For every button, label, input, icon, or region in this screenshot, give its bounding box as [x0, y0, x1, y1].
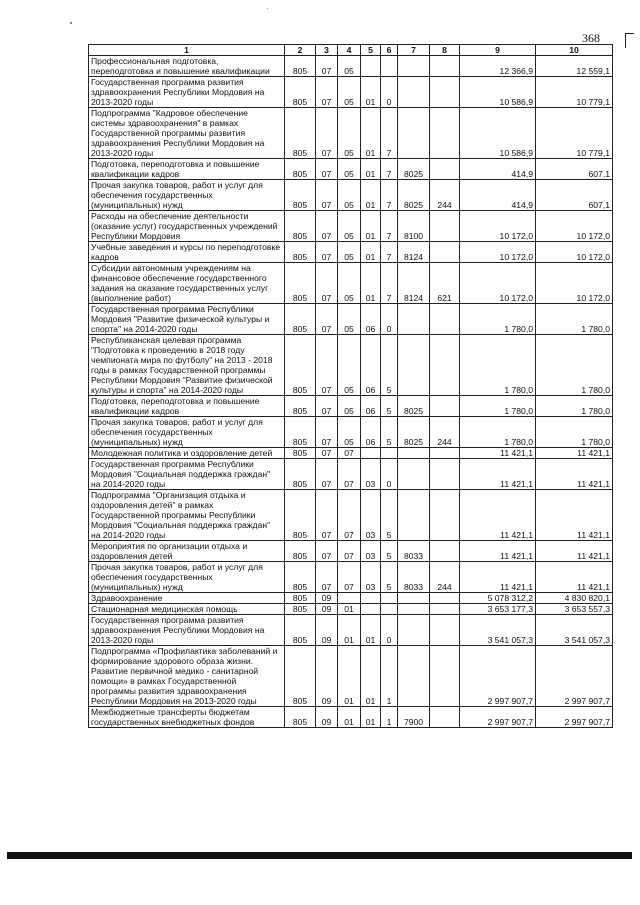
direction-code: 8025	[398, 417, 430, 448]
section-code: 07	[316, 490, 338, 541]
subprogram-code: 7	[381, 211, 398, 242]
section-code: 09	[316, 593, 338, 604]
budget-code: 805	[285, 562, 316, 593]
subprogram-code: 7	[381, 263, 398, 304]
subsection-code: 05	[338, 56, 361, 77]
section-code: 07	[316, 335, 338, 396]
amount-year-2: 11 421,1	[536, 448, 613, 459]
direction-code	[398, 108, 430, 159]
row-name: Межбюджетные трансферты бюджетам государственных внебюджетных фондов	[89, 707, 285, 728]
amount-year-1: 11 421,1	[460, 562, 536, 593]
table-row	[89, 77, 613, 108]
expense-type-code	[430, 242, 460, 263]
row-name: Государственная программа развития здравоохранения Республики Мордовия на 2013-2020 годы	[89, 615, 285, 646]
section-code: 09	[316, 707, 338, 728]
corner-mark	[625, 33, 634, 48]
amount-year-2: 10 779,1	[536, 77, 613, 108]
program-code: 01	[361, 615, 381, 646]
column-header: 7	[398, 45, 430, 56]
amount-year-2: 12 559,1	[536, 56, 613, 77]
subsection-code: 05	[338, 263, 361, 304]
budget-code: 805	[285, 646, 316, 707]
budget-code: 805	[285, 396, 316, 417]
subprogram-code	[381, 593, 398, 604]
row-name: Здравоохранение	[89, 593, 285, 604]
expense-type-code	[430, 448, 460, 459]
section-code: 09	[316, 646, 338, 707]
subprogram-code: 0	[381, 304, 398, 335]
row-name: Субсидии автономным учреждениям на финансовое обеспечение государственного задания на оказание государственных услуг (выполнение работ)	[89, 263, 285, 304]
subsection-code: 07	[338, 562, 361, 593]
section-code: 07	[316, 56, 338, 77]
subprogram-code: 5	[381, 335, 398, 396]
scan-speck	[70, 22, 72, 24]
column-header: 10	[536, 45, 613, 56]
subsection-code: 01	[338, 707, 361, 728]
expense-type-code	[430, 707, 460, 728]
subprogram-code: 7	[381, 180, 398, 211]
amount-year-2: 4 830 820,1	[536, 593, 613, 604]
section-code: 09	[316, 615, 338, 646]
amount-year-1: 11 421,1	[460, 541, 536, 562]
subsection-code: 05	[338, 396, 361, 417]
subprogram-code: 5	[381, 541, 398, 562]
amount-year-1: 10 586,9	[460, 77, 536, 108]
section-code: 07	[316, 304, 338, 335]
expense-type-code	[430, 459, 460, 490]
amount-year-1: 2 997 907,7	[460, 707, 536, 728]
expense-type-code: 244	[430, 180, 460, 211]
section-code: 07	[316, 108, 338, 159]
amount-year-1: 1 780,0	[460, 417, 536, 448]
row-name: Профессиональная подготовка, переподготовка и повышение квалификации	[89, 56, 285, 77]
expense-type-code	[430, 159, 460, 180]
column-header: 1	[89, 45, 285, 56]
program-code: 01	[361, 646, 381, 707]
table-row	[89, 459, 613, 490]
section-code: 07	[316, 396, 338, 417]
row-name: Подпрограмма «Профилактика заболеваний и формирование здорового образа жизни. Развитие первичной медико - санитарной помощи» в рамках Государственной программы развития здравоохранения Республики Мордовия на 2013-2020 годы	[89, 646, 285, 707]
amount-year-2: 1 780,0	[536, 335, 613, 396]
budget-code: 805	[285, 108, 316, 159]
direction-code: 8025	[398, 180, 430, 211]
table-row	[89, 417, 613, 448]
expense-type-code	[430, 541, 460, 562]
section-code: 07	[316, 448, 338, 459]
amount-year-2: 3 653 557,3	[536, 604, 613, 615]
program-code: 01	[361, 263, 381, 304]
subsection-code	[338, 593, 361, 604]
expense-type-code	[430, 593, 460, 604]
subsection-code: 05	[338, 211, 361, 242]
direction-code	[398, 646, 430, 707]
program-code: 01	[361, 108, 381, 159]
subprogram-code: 0	[381, 459, 398, 490]
subsection-code: 01	[338, 615, 361, 646]
table-row	[89, 615, 613, 646]
direction-code	[398, 56, 430, 77]
amount-year-1: 11 421,1	[460, 459, 536, 490]
subprogram-code: 5	[381, 562, 398, 593]
program-code: 01	[361, 159, 381, 180]
program-code: 06	[361, 396, 381, 417]
section-code: 07	[316, 180, 338, 211]
program-code: 01	[361, 242, 381, 263]
amount-year-2: 607,1	[536, 180, 613, 211]
direction-code	[398, 335, 430, 396]
amount-year-2: 11 421,1	[536, 490, 613, 541]
row-name: Подпрограмма "Организация отдыха и оздоровления детей" в рамках Государственной программы Республики Мордовия "Социальная поддержка граждан" на 2014-2020 годы	[89, 490, 285, 541]
row-name: Подготовка, переподготовка и повышение квалификации кадров	[89, 396, 285, 417]
table-row	[89, 242, 613, 263]
amount-year-2: 10 172,0	[536, 211, 613, 242]
direction-code: 8033	[398, 541, 430, 562]
subsection-code: 05	[338, 304, 361, 335]
subsection-code: 05	[338, 180, 361, 211]
amount-year-2: 3 541 057,3	[536, 615, 613, 646]
amount-year-2: 2 997 907,7	[536, 646, 613, 707]
subprogram-code: 7	[381, 108, 398, 159]
budget-code: 805	[285, 77, 316, 108]
expense-type-code	[430, 490, 460, 541]
row-name: Государственная программа Республики Мордовия "Социальная поддержка граждан" на 2014-2020 годы	[89, 459, 285, 490]
direction-code	[398, 448, 430, 459]
amount-year-1: 11 421,1	[460, 490, 536, 541]
amount-year-1: 10 172,0	[460, 242, 536, 263]
program-code: 01	[361, 707, 381, 728]
row-name: Стационарная медицинская помощь	[89, 604, 285, 615]
direction-code	[398, 615, 430, 646]
subprogram-code	[381, 448, 398, 459]
direction-code: 8033	[398, 562, 430, 593]
table-row	[89, 263, 613, 304]
expense-type-code	[430, 646, 460, 707]
subsection-code: 05	[338, 108, 361, 159]
table-row	[89, 707, 613, 728]
section-code: 07	[316, 77, 338, 108]
row-name: Учебные заведения и курсы по переподготовке кадров	[89, 242, 285, 263]
column-header: 9	[460, 45, 536, 56]
subprogram-code: 1	[381, 707, 398, 728]
budget-code: 805	[285, 263, 316, 304]
row-name: Расходы на обеспечение деятельности (оказание услуг) государственных учреждений Республики Мордовия	[89, 211, 285, 242]
subsection-code: 01	[338, 646, 361, 707]
program-code: 03	[361, 562, 381, 593]
row-name: Республиканская целевая программа "Подготовка к проведению в 2018 году чемпионата мира по футболу" на 2013 - 2018 годы в рамках Государственной программы Республики Мордовия "Развитие физической культуры и спорта" на 2014-2020 годы	[89, 335, 285, 396]
budget-code: 805	[285, 417, 316, 448]
amount-year-2: 11 421,1	[536, 459, 613, 490]
subsection-code: 05	[338, 242, 361, 263]
expense-type-code	[430, 56, 460, 77]
table-row	[89, 159, 613, 180]
subsection-code: 01	[338, 604, 361, 615]
scan-speck	[267, 8, 268, 9]
budget-code: 805	[285, 180, 316, 211]
subprogram-code: 5	[381, 396, 398, 417]
subprogram-code: 5	[381, 417, 398, 448]
table-row	[89, 211, 613, 242]
subprogram-code	[381, 56, 398, 77]
subprogram-code: 0	[381, 77, 398, 108]
program-code: 03	[361, 490, 381, 541]
budget-code: 805	[285, 335, 316, 396]
table-row	[89, 304, 613, 335]
expense-type-code	[430, 615, 460, 646]
amount-year-2: 10 779,1	[536, 108, 613, 159]
bottom-rule	[7, 852, 632, 859]
amount-year-2: 607,1	[536, 159, 613, 180]
table-row	[89, 562, 613, 593]
table-header-row	[89, 45, 613, 56]
subsection-code: 05	[338, 335, 361, 396]
column-header: 3	[316, 45, 338, 56]
expense-type-code	[430, 396, 460, 417]
section-code: 07	[316, 242, 338, 263]
budget-code: 805	[285, 242, 316, 263]
column-header: 6	[381, 45, 398, 56]
subprogram-code	[381, 604, 398, 615]
program-code: 01	[361, 211, 381, 242]
row-name: Государственная программа развития здравоохранения Республики Мордовия на 2013-2020 годы	[89, 77, 285, 108]
direction-code: 8124	[398, 242, 430, 263]
program-code: 01	[361, 180, 381, 211]
program-code	[361, 56, 381, 77]
table-row	[89, 56, 613, 77]
column-header: 2	[285, 45, 316, 56]
expense-type-code: 244	[430, 562, 460, 593]
subsection-code: 07	[338, 459, 361, 490]
amount-year-1: 3 541 057,3	[460, 615, 536, 646]
section-code: 07	[316, 459, 338, 490]
amount-year-1: 10 172,0	[460, 263, 536, 304]
expense-type-code	[430, 335, 460, 396]
amount-year-1: 1 780,0	[460, 396, 536, 417]
row-name: Подпрограмма "Кадровое обеспечение системы здравоохранения" в рамках Государственной программы развития здравоохранения Республики Мордовия на 2013-2020 годы	[89, 108, 285, 159]
program-code: 06	[361, 335, 381, 396]
budget-code: 805	[285, 615, 316, 646]
budget-code: 805	[285, 448, 316, 459]
direction-code	[398, 77, 430, 108]
budget-code: 805	[285, 459, 316, 490]
amount-year-1: 1 780,0	[460, 335, 536, 396]
row-name: Подготовка, переподготовка и повышение квалификации кадров	[89, 159, 285, 180]
row-name: Прочая закупка товаров, работ и услуг для обеспечения государственных (муниципальных) нужд	[89, 417, 285, 448]
amount-year-1: 10 586,9	[460, 108, 536, 159]
table-row	[89, 593, 613, 604]
budget-code: 805	[285, 593, 316, 604]
amount-year-2: 10 172,0	[536, 263, 613, 304]
amount-year-2: 10 172,0	[536, 242, 613, 263]
expense-type-code	[430, 77, 460, 108]
budget-code: 805	[285, 159, 316, 180]
section-code: 07	[316, 562, 338, 593]
budget-code: 805	[285, 211, 316, 242]
subsection-code: 07	[338, 448, 361, 459]
direction-code: 8100	[398, 211, 430, 242]
subprogram-code: 7	[381, 159, 398, 180]
program-code: 06	[361, 417, 381, 448]
table-row	[89, 646, 613, 707]
amount-year-1: 12 366,9	[460, 56, 536, 77]
subprogram-code: 1	[381, 646, 398, 707]
amount-year-2: 1 780,0	[536, 396, 613, 417]
program-code: 06	[361, 304, 381, 335]
column-header: 5	[361, 45, 381, 56]
program-code: 01	[361, 77, 381, 108]
table-row	[89, 490, 613, 541]
table-row	[89, 396, 613, 417]
amount-year-2: 11 421,1	[536, 562, 613, 593]
program-code: 03	[361, 459, 381, 490]
budget-code: 805	[285, 707, 316, 728]
table-row	[89, 541, 613, 562]
row-name: Прочая закупка товаров, работ и услуг для обеспечения государственных (муниципальных) нужд	[89, 180, 285, 211]
program-code	[361, 448, 381, 459]
amount-year-1: 2 997 907,7	[460, 646, 536, 707]
section-code: 07	[316, 159, 338, 180]
column-header: 8	[430, 45, 460, 56]
section-code: 07	[316, 211, 338, 242]
row-name: Прочая закупка товаров, работ и услуг для обеспечения государственных (муниципальных) нужд	[89, 562, 285, 593]
direction-code	[398, 459, 430, 490]
budget-code: 805	[285, 56, 316, 77]
table-row	[89, 335, 613, 396]
amount-year-1: 1 780,0	[460, 304, 536, 335]
table-row	[89, 108, 613, 159]
direction-code: 8025	[398, 396, 430, 417]
expense-type-code	[430, 304, 460, 335]
table-body	[89, 56, 613, 728]
section-code: 07	[316, 541, 338, 562]
direction-code: 8025	[398, 159, 430, 180]
page-number: 368	[582, 31, 600, 45]
program-code: 03	[361, 541, 381, 562]
budget-code: 805	[285, 490, 316, 541]
table-row	[89, 448, 613, 459]
row-name: Государственная программа Республики Мордовия "Развитие физической культуры и спорта" на 2014-2020 годы	[89, 304, 285, 335]
subprogram-code: 5	[381, 490, 398, 541]
section-code: 09	[316, 604, 338, 615]
subprogram-code: 0	[381, 615, 398, 646]
expense-type-code	[430, 211, 460, 242]
amount-year-1: 10 172,0	[460, 211, 536, 242]
column-header: 4	[338, 45, 361, 56]
expense-type-code	[430, 108, 460, 159]
amount-year-1: 414,9	[460, 180, 536, 211]
direction-code: 8124	[398, 263, 430, 304]
section-code: 07	[316, 417, 338, 448]
subsection-code: 05	[338, 77, 361, 108]
table-row	[89, 604, 613, 615]
subprogram-code: 7	[381, 242, 398, 263]
section-code: 07	[316, 263, 338, 304]
subsection-code: 05	[338, 159, 361, 180]
amount-year-2: 2 997 907,7	[536, 707, 613, 728]
amount-year-2: 1 780,0	[536, 417, 613, 448]
subsection-code: 07	[338, 490, 361, 541]
amount-year-2: 11 421,1	[536, 541, 613, 562]
table-row	[89, 180, 613, 211]
direction-code	[398, 593, 430, 604]
budget-code: 805	[285, 304, 316, 335]
expense-type-code	[430, 604, 460, 615]
row-name: Молодежная политика и оздоровление детей	[89, 448, 285, 459]
row-name: Мероприятия по организации отдыха и оздоровления детей	[89, 541, 285, 562]
expense-type-code: 244	[430, 417, 460, 448]
direction-code	[398, 304, 430, 335]
direction-code: 7900	[398, 707, 430, 728]
amount-year-1: 11 421,1	[460, 448, 536, 459]
direction-code	[398, 490, 430, 541]
budget-table	[88, 44, 613, 728]
expense-type-code: 621	[430, 263, 460, 304]
amount-year-1: 5 078 312,2	[460, 593, 536, 604]
subsection-code: 07	[338, 541, 361, 562]
amount-year-1: 3 653 177,3	[460, 604, 536, 615]
program-code	[361, 604, 381, 615]
direction-code	[398, 604, 430, 615]
amount-year-2: 1 780,0	[536, 304, 613, 335]
budget-code: 805	[285, 604, 316, 615]
budget-code: 805	[285, 541, 316, 562]
subsection-code: 05	[338, 417, 361, 448]
amount-year-1: 414,9	[460, 159, 536, 180]
program-code	[361, 593, 381, 604]
